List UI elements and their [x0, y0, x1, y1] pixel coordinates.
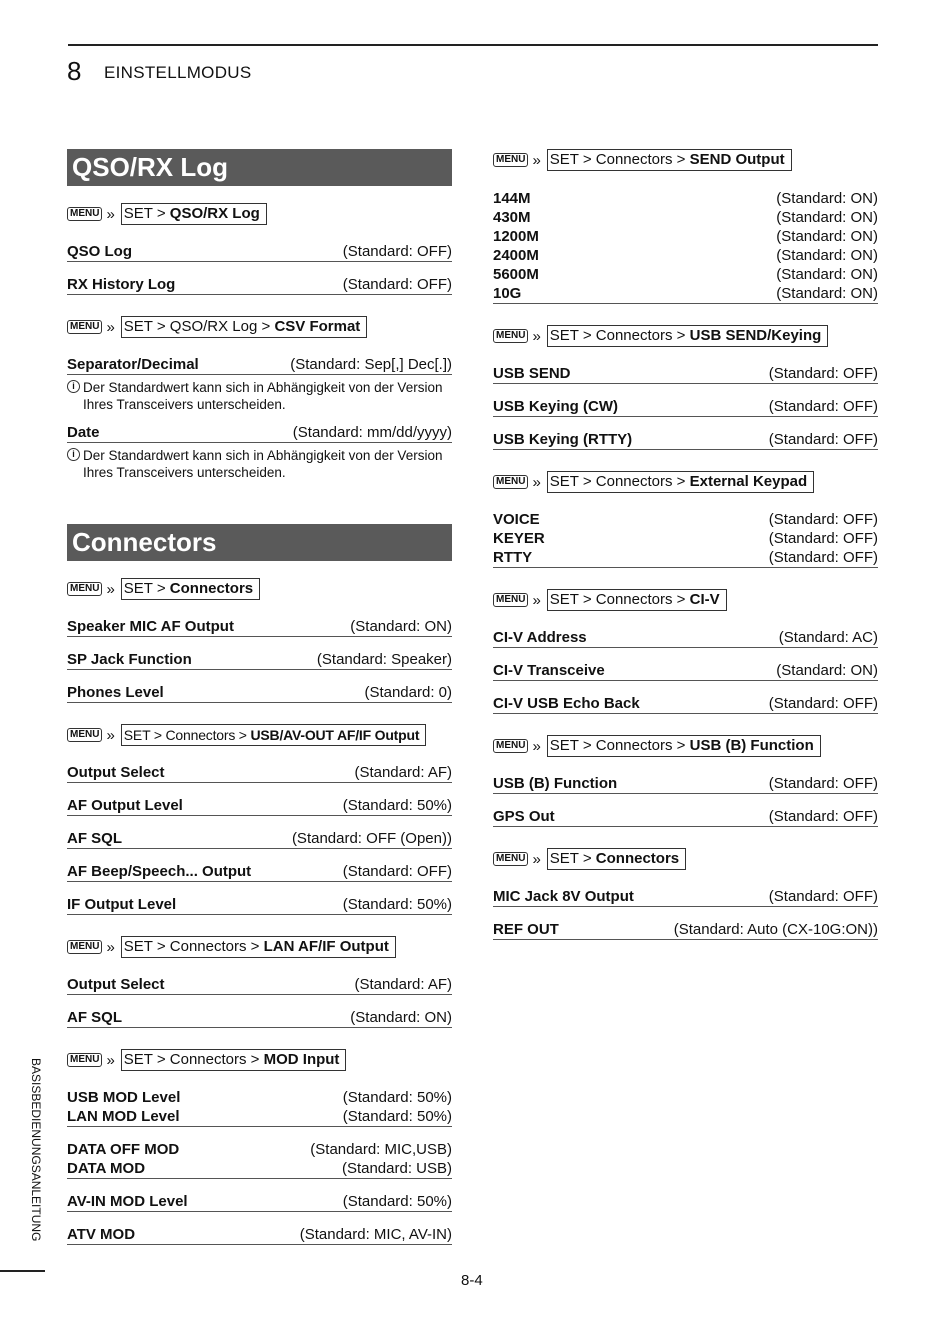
menu-badge-icon: MENU	[67, 728, 102, 742]
path-arrow: »	[532, 151, 541, 169]
note-version-1	[67, 379, 452, 413]
path-arrow: »	[106, 205, 115, 223]
setting-name: CI-V Address	[493, 629, 587, 646]
sidebar-rule	[0, 1270, 45, 1272]
menu-path-box: SET > Connectors > LAN AF/IF Output	[121, 936, 396, 958]
setting-name: Speaker MIC AF Output	[67, 618, 234, 635]
setting-name: Output Select	[67, 764, 165, 781]
setting-name: AF Beep/Speech... Output	[67, 863, 252, 880]
menu-badge-icon: MENU	[67, 582, 102, 596]
setting-name: 10G	[493, 285, 522, 302]
setting-name: IF Output Level	[67, 896, 177, 913]
left-column	[67, 149, 452, 1245]
setting-default: (Standard: Speaker)	[316, 651, 452, 668]
setting-default: (Standard: ON)	[350, 1009, 452, 1026]
info-icon: i	[67, 380, 80, 393]
setting-name: AV-IN MOD Level	[67, 1193, 188, 1210]
setting-af-output-level	[67, 796, 452, 816]
setting-default: (Standard: AC)	[778, 629, 878, 646]
setting-civ-address	[493, 628, 878, 648]
setting-name: SP Jack Function	[67, 651, 192, 668]
setting-name: RX History Log	[67, 276, 176, 293]
setting-default: (Standard: ON)	[350, 618, 452, 635]
setting-phones-level	[67, 683, 452, 703]
menu-path-box: SET > QSO/RX Log > CSV Format	[121, 316, 368, 338]
setting-default: (Standard: ON)	[776, 662, 878, 679]
menu-path-box: SET > Connectors > MOD Input	[121, 1049, 347, 1071]
menu-path-box: SET > Connectors > USB SEND/Keying	[547, 325, 829, 347]
header-rule	[68, 44, 878, 46]
setting-civ-transceive	[493, 661, 878, 681]
setting-af-beep-speech-output	[67, 862, 452, 882]
setting-default: (Standard: OFF)	[768, 808, 878, 825]
menu-path-box: SET > Connectors > USB/AV-OUT AF/IF Output	[121, 724, 427, 746]
setting-name: MIC Jack 8V Output	[493, 888, 634, 905]
menu-path-lan-af-if	[67, 936, 452, 958]
setting-default: (Standard: OFF)	[768, 530, 878, 547]
menu-path-connectors-2	[493, 848, 878, 870]
menu-badge-icon: MENU	[67, 940, 102, 954]
setting-default: (Standard: MIC,USB)	[310, 1141, 452, 1158]
setting-usb-keying-rtty	[493, 430, 878, 450]
right-column	[493, 149, 878, 940]
menu-path-box: SET > QSO/RX Log	[121, 203, 267, 225]
menu-badge-icon: MENU	[67, 1053, 102, 1067]
info-icon: i	[67, 448, 80, 461]
setting-default: (Standard: AF)	[354, 764, 452, 781]
setting-usb-send	[493, 364, 878, 384]
setting-name: 430M	[493, 209, 531, 226]
menu-path-qso-rx-log	[67, 203, 452, 225]
setting-name: QSO Log	[67, 243, 132, 260]
menu-path-usb-b-function	[493, 735, 878, 757]
setting-default: (Standard: AF)	[354, 976, 452, 993]
setting-default: (Standard: ON)	[776, 247, 878, 264]
setting-name: USB MOD Level	[67, 1089, 181, 1106]
menu-path-box: SET > Connectors > CI-V	[547, 589, 727, 611]
setting-ref-out	[493, 920, 878, 940]
setting-group-send-output-bands	[493, 189, 878, 304]
menu-path-ci-v	[493, 589, 878, 611]
setting-default: (Standard: 50%)	[342, 1108, 452, 1125]
setting-default: (Standard: ON)	[776, 285, 878, 302]
menu-path-box: SET > Connectors > USB (B) Function	[547, 735, 821, 757]
setting-name: REF OUT	[493, 921, 559, 938]
setting-default: (Standard: ON)	[776, 209, 878, 226]
menu-badge-icon: MENU	[493, 593, 528, 607]
menu-path-box: SET > Connectors > SEND Output	[547, 149, 792, 171]
setting-default: (Standard: OFF)	[768, 511, 878, 528]
setting-usb-b-function	[493, 774, 878, 794]
setting-default: (Standard: OFF)	[768, 888, 878, 905]
setting-default: (Standard: MIC, AV-IN)	[299, 1226, 452, 1243]
setting-default: (Standard: OFF)	[768, 431, 878, 448]
setting-default: (Standard: Sep[,] Dec[.])	[290, 356, 452, 373]
path-arrow: »	[106, 1051, 115, 1069]
setting-name: 5600M	[493, 266, 539, 283]
setting-default: (Standard: OFF (Open))	[291, 830, 452, 847]
path-arrow: »	[106, 726, 115, 744]
setting-name: KEYER	[493, 530, 545, 547]
menu-path-usb-send-keying	[493, 325, 878, 347]
setting-name: Date	[67, 424, 100, 441]
setting-group-data-mod	[67, 1140, 452, 1179]
chapter-title: EINSTELLMODUS	[104, 63, 252, 82]
setting-name: CI-V USB Echo Back	[493, 695, 640, 712]
section-title-connectors: Connectors	[67, 524, 452, 561]
setting-name: 1200M	[493, 228, 539, 245]
setting-name: USB (B) Function	[493, 775, 618, 792]
menu-path-external-keypad	[493, 471, 878, 493]
setting-gps-out	[493, 807, 878, 827]
setting-civ-usb-echo-back	[493, 694, 878, 714]
setting-separator-decimal	[67, 355, 452, 375]
setting-default: (Standard: OFF)	[768, 695, 878, 712]
setting-name: DATA MOD	[67, 1160, 146, 1177]
setting-name: LAN MOD Level	[67, 1108, 180, 1125]
setting-name: USB Keying (CW)	[493, 398, 618, 415]
page-number: 8-4	[461, 1272, 483, 1289]
setting-av-in-mod-level	[67, 1192, 452, 1212]
note-version-2	[67, 447, 452, 481]
setting-name: AF Output Level	[67, 797, 183, 814]
setting-default: (Standard: OFF)	[768, 398, 878, 415]
setting-group-external-keypad	[493, 510, 878, 568]
menu-badge-icon: MENU	[493, 475, 528, 489]
setting-default: (Standard: USB)	[341, 1160, 452, 1177]
setting-default: (Standard: 50%)	[342, 797, 452, 814]
path-arrow: »	[106, 938, 115, 956]
setting-default: (Standard: 50%)	[342, 1193, 452, 1210]
menu-badge-icon: MENU	[493, 329, 528, 343]
setting-name: Separator/Decimal	[67, 356, 199, 373]
setting-af-sql	[67, 829, 452, 849]
setting-default: (Standard: mm/dd/yyyy)	[292, 424, 452, 441]
setting-default: (Standard: 50%)	[342, 896, 452, 913]
setting-name: CI-V Transceive	[493, 662, 605, 679]
setting-name: ATV MOD	[67, 1226, 136, 1243]
setting-default: (Standard: OFF)	[768, 365, 878, 382]
menu-path-connectors	[67, 578, 452, 600]
setting-name: AF SQL	[67, 830, 122, 847]
setting-default: (Standard: 0)	[364, 684, 452, 701]
path-arrow: »	[532, 327, 541, 345]
setting-sp-jack-function	[67, 650, 452, 670]
menu-path-send-output	[493, 149, 878, 171]
setting-qso-log	[67, 242, 452, 262]
setting-lan-output-select	[67, 975, 452, 995]
setting-name: 144M	[493, 190, 531, 207]
menu-badge-icon: MENU	[493, 852, 528, 866]
menu-badge-icon: MENU	[493, 739, 528, 753]
setting-name: RTTY	[493, 549, 533, 566]
menu-path-box: SET > Connectors	[121, 578, 260, 600]
setting-output-select	[67, 763, 452, 783]
menu-path-box: SET > Connectors > External Keypad	[547, 471, 814, 493]
setting-name: Output Select	[67, 976, 165, 993]
menu-badge-icon: MENU	[67, 320, 102, 334]
path-arrow: »	[106, 580, 115, 598]
setting-default: (Standard: ON)	[776, 266, 878, 283]
setting-default: (Standard: ON)	[776, 190, 878, 207]
setting-speaker-mic-af-output	[67, 617, 452, 637]
setting-date	[67, 423, 452, 443]
setting-default: (Standard: 50%)	[342, 1089, 452, 1106]
chapter-number: 8	[67, 56, 82, 86]
path-arrow: »	[106, 318, 115, 336]
setting-group-mod-level	[67, 1088, 452, 1127]
setting-default: (Standard: OFF)	[768, 775, 878, 792]
setting-usb-keying-cw	[493, 397, 878, 417]
setting-default: (Standard: OFF)	[342, 243, 452, 260]
setting-default: (Standard: OFF)	[768, 549, 878, 566]
sidebar-label: BASISBEDIENUNGSANLEITUNG	[29, 1058, 43, 1242]
setting-lan-af-sql	[67, 1008, 452, 1028]
setting-name: AF SQL	[67, 1009, 122, 1026]
menu-badge-icon: MENU	[493, 153, 528, 167]
note-text: Der Standardwert kann sich in Abhängigkeit von der Version Ihres Transceivers unterscheiden.	[83, 448, 443, 480]
path-arrow: »	[532, 850, 541, 868]
path-arrow: »	[532, 473, 541, 491]
menu-path-csv-format	[67, 316, 452, 338]
setting-mic-jack-8v-output	[493, 887, 878, 907]
setting-if-output-level	[67, 895, 452, 915]
menu-path-box: SET > Connectors	[547, 848, 686, 870]
setting-name: Phones Level	[67, 684, 164, 701]
setting-default: (Standard: OFF)	[342, 863, 452, 880]
path-arrow: »	[532, 737, 541, 755]
setting-name: GPS Out	[493, 808, 555, 825]
menu-path-mod-input	[67, 1049, 452, 1071]
setting-name: VOICE	[493, 511, 540, 528]
section-title-qso-rx-log: QSO/RX Log	[67, 149, 452, 186]
setting-name: 2400M	[493, 247, 539, 264]
setting-rx-history-log	[67, 275, 452, 295]
setting-name: DATA OFF MOD	[67, 1141, 180, 1158]
path-arrow: »	[532, 591, 541, 609]
setting-default: (Standard: ON)	[776, 228, 878, 245]
note-text: Der Standardwert kann sich in Abhängigkeit von der Version Ihres Transceivers unterscheiden.	[83, 380, 443, 412]
setting-default: (Standard: OFF)	[342, 276, 452, 293]
menu-path-usb-av-out	[67, 724, 452, 746]
setting-default: (Standard: Auto (CX-10G:ON))	[673, 921, 878, 938]
menu-badge-icon: MENU	[67, 207, 102, 221]
setting-name: USB Keying (RTTY)	[493, 431, 633, 448]
setting-name: USB SEND	[493, 365, 571, 382]
setting-atv-mod	[67, 1225, 452, 1245]
